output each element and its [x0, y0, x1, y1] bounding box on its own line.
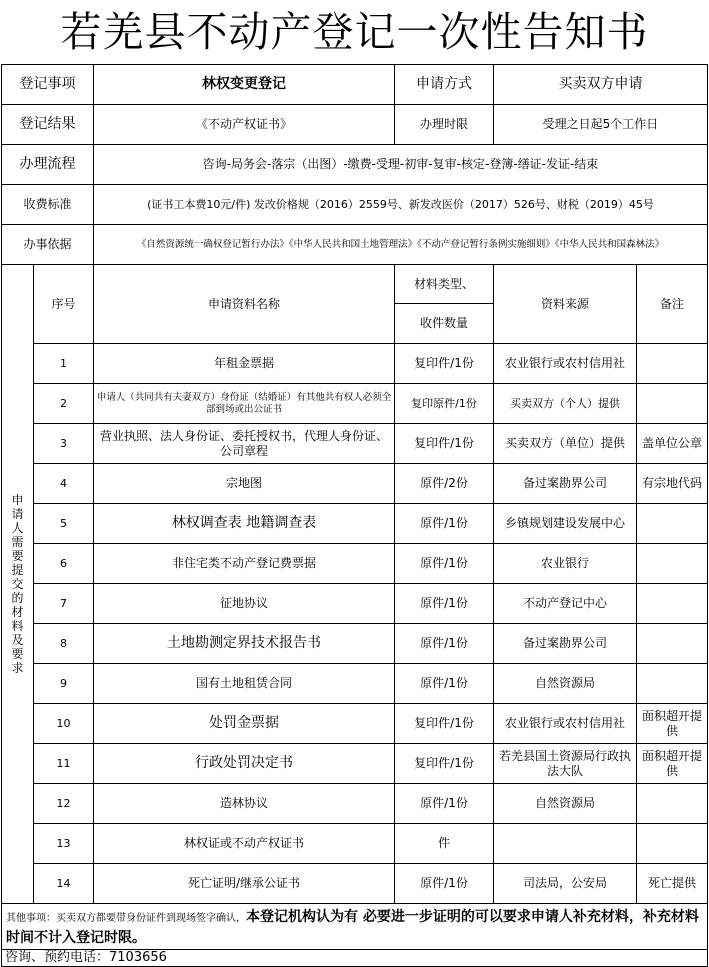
table-row: [2, 704, 708, 744]
row-source: 买卖双方（单位）提供: [494, 424, 637, 464]
basis-label: 办事依据: [2, 225, 94, 265]
row-note: [637, 504, 708, 544]
row-no: 2: [34, 384, 94, 424]
other-notes-big: 本登记机构认为有 必要进一步证明的可以要求申请人补充材料，补充材料时间不计入登记时限。: [6, 909, 699, 946]
result-label: 登记结果: [2, 105, 94, 145]
row-no: 14: [34, 864, 94, 904]
process-value: 咨询-局务会-落宗（出图）-缴费-受理-初审-复审-核定-登簿-缮证-发证-结束: [94, 145, 708, 185]
row-type: 原件/1份: [395, 544, 494, 584]
page-title: 若羌县不动产登记一次性告知书: [60, 8, 649, 56]
row-type: 原件/2份: [395, 464, 494, 504]
row-type: 原件/1份: [395, 584, 494, 624]
time-value: 受理之日起5个工作日: [494, 105, 708, 145]
row-no: 3: [34, 424, 94, 464]
row-type: 原件/1份: [395, 864, 494, 904]
fee-value: (证书工本费10元/件) 发改价格规（2016）2559号、新发改医价（2017）526号、财税（2019）45号: [94, 185, 708, 225]
table-row: [2, 624, 708, 664]
row-source: 买卖双方（个人）提供: [494, 384, 637, 424]
notice-table: [1, 64, 708, 967]
row-name: 申请人（共同共有夫妻双方）身份证（结婚证）有其他共有权人必须全部到场或出公证书: [94, 384, 395, 424]
row-source: 乡镇规划建设发展中心: [494, 504, 637, 544]
col-name-header: 申请资料名称: [94, 265, 395, 344]
col-source-header: 资料来源: [494, 265, 637, 344]
row-type: 原件/1份: [395, 664, 494, 704]
row-source: 司法局，公安局: [494, 864, 637, 904]
row-no: 9: [34, 664, 94, 704]
row-no: 4: [34, 464, 94, 504]
row-note: 有宗地代码: [637, 464, 708, 504]
row-note: 面积超开提供: [637, 744, 708, 784]
row-no: 10: [34, 704, 94, 744]
row-type: 复印件/1份: [395, 344, 494, 384]
row-no: 11: [34, 744, 94, 784]
fee-label: 收费标准: [2, 185, 94, 225]
row-type: 原件/1份: [395, 504, 494, 544]
row-no: 5: [34, 504, 94, 544]
row-source: 农业银行或农村信用社: [494, 704, 637, 744]
other-notes-small: 其他事项：买卖双方都要带身份证件到现场签字确认，: [6, 913, 246, 924]
row-note: [637, 664, 708, 704]
row-no: 13: [34, 824, 94, 864]
row-no: 7: [34, 584, 94, 624]
row-name: 行政处罚决定书: [94, 744, 395, 784]
row-note: 死亡提供: [637, 864, 708, 904]
table-row: [2, 344, 708, 384]
item-value: 林权变更登记: [94, 65, 395, 105]
col-no-header: 序号: [34, 265, 94, 344]
table-row: [2, 544, 708, 584]
table-row: [2, 584, 708, 624]
row-no: 8: [34, 624, 94, 664]
result-value: 《不动产权证书》: [94, 105, 395, 145]
row-name: 年租金票据: [94, 344, 395, 384]
row-note: [637, 824, 708, 864]
other-notes: [2, 904, 708, 950]
row-source: 不动产登记中心: [494, 584, 637, 624]
table-row: [2, 464, 708, 504]
col-type-header-bottom: 收件数量: [395, 304, 494, 344]
row-source: 农业银行或农村信用社: [494, 344, 637, 384]
apply-value: 买卖双方申请: [494, 65, 708, 105]
process-label: 办理流程: [2, 145, 94, 185]
row-name: 征地协议: [94, 584, 395, 624]
row-type: 件: [395, 824, 494, 864]
row-name: 林权调查表 地籍调查表: [94, 504, 395, 544]
row-note: 盖单位公章: [637, 424, 708, 464]
apply-label: 申请方式: [395, 65, 494, 105]
row-no: 12: [34, 784, 94, 824]
table-row: [2, 664, 708, 704]
table-row: [2, 784, 708, 824]
row-source: [494, 824, 637, 864]
row-name: 处罚金票据: [94, 704, 395, 744]
row-source: 自然资源局: [494, 664, 637, 704]
table-row: [2, 384, 708, 424]
col-type-header-top: 材料类型、: [395, 265, 494, 304]
row-name: 宗地图: [94, 464, 395, 504]
consult-phone: 咨询、预约电话：7103656: [2, 950, 708, 967]
row-note: [637, 784, 708, 824]
col-note-header: 备注: [637, 265, 708, 344]
row-name: 营业执照、法人身份证、委托授权书，代理人身份证、公司章程: [94, 424, 395, 464]
row-name: 土地勘测定界技术报告书: [94, 624, 395, 664]
row-name: 死亡证明/继承公证书: [94, 864, 395, 904]
item-label: 登记事项: [2, 65, 94, 105]
row-note: [637, 344, 708, 384]
table-row: [2, 424, 708, 464]
row-note: [637, 624, 708, 664]
row-name: 非住宅类不动产登记费票据: [94, 544, 395, 584]
row-source: 备过案勘界公司: [494, 464, 637, 504]
row-source: 若羌县国土资源局行政执法大队: [494, 744, 637, 784]
row-source: 自然资源局: [494, 784, 637, 824]
table-row: [2, 504, 708, 544]
table-row: [2, 864, 708, 904]
row-type: 复印件/1份: [395, 424, 494, 464]
row-note: [637, 384, 708, 424]
row-source: 农业银行: [494, 544, 637, 584]
row-no: 1: [34, 344, 94, 384]
materials-side-label: 申请人需要提交的材料及要求: [11, 493, 24, 675]
row-name: 林权证或不动产权证书: [94, 824, 395, 864]
time-label: 办理时限: [395, 105, 494, 145]
materials-side-label-cell: [2, 265, 34, 904]
row-no: 6: [34, 544, 94, 584]
row-note: [637, 544, 708, 584]
table-row: [2, 824, 708, 864]
row-type: 原件/1份: [395, 784, 494, 824]
row-type: 复印件/1份: [395, 704, 494, 744]
row-note: 面积超开提供: [637, 704, 708, 744]
table-row: [2, 744, 708, 784]
row-name: 造林协议: [94, 784, 395, 824]
basis-value: 《自然资源统一确权登记暂行办法》《中华人民共和国土地管理法》《不动产登记暂行条例实施细则》《中华人民共和国森林法》: [94, 225, 708, 265]
row-type: 复印件/1份: [395, 744, 494, 784]
row-type: 复印原件/1份: [395, 384, 494, 424]
row-name: 国有土地租赁合同: [94, 664, 395, 704]
row-source: 备过案勘界公司: [494, 624, 637, 664]
row-type: 原件/1份: [395, 624, 494, 664]
row-note: [637, 584, 708, 624]
